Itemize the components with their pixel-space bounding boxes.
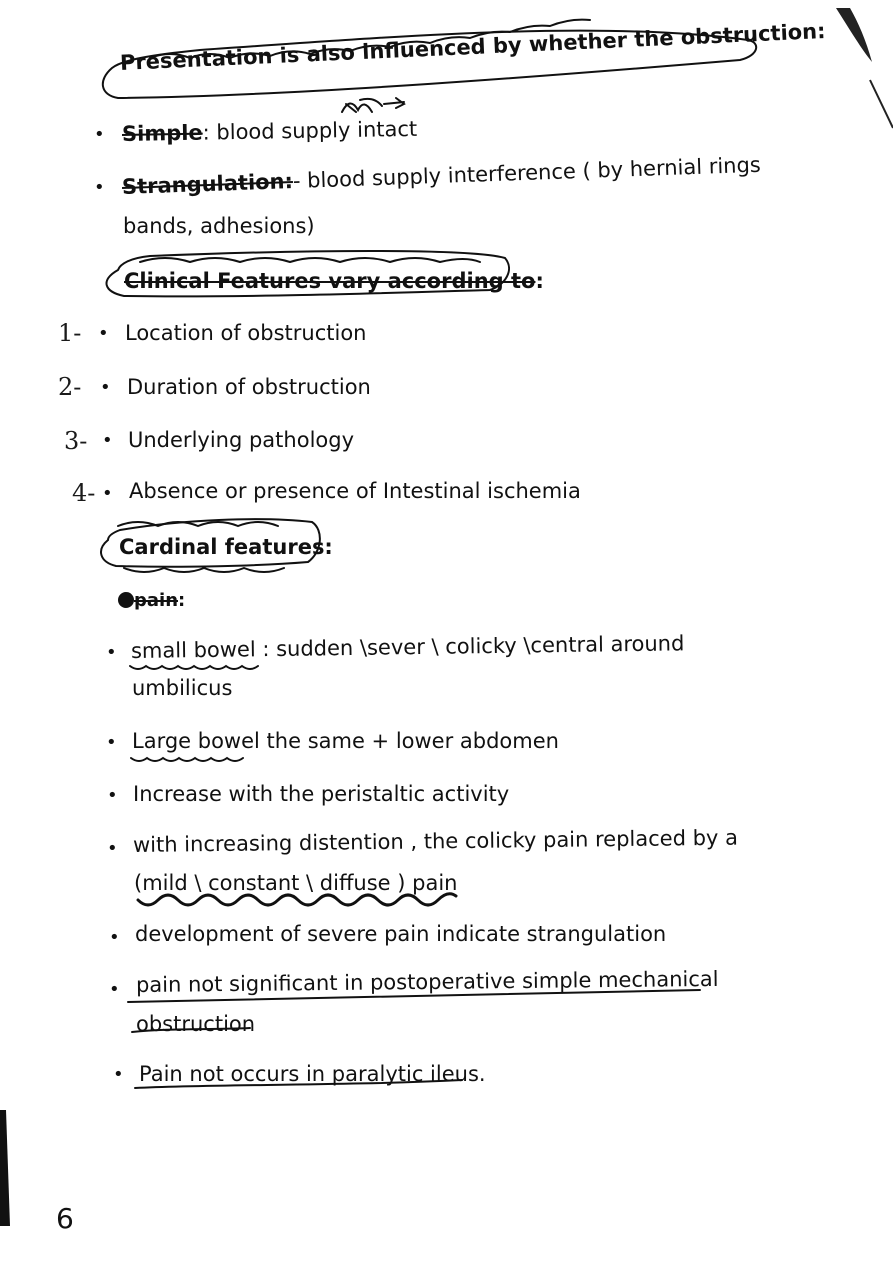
subheading-pain <box>118 588 185 614</box>
pain-small-bowel <box>131 630 685 664</box>
scan-edge-mark <box>0 1110 10 1226</box>
heading-cardinal-features: Cardinal features: <box>119 535 333 559</box>
pain-small-bowel-cont: umbilicus <box>132 676 233 700</box>
bullet-dot: • <box>100 377 111 398</box>
scan-edge-mark <box>836 8 872 62</box>
factor-text: Absence or presence of Intestinal ischemia <box>129 479 581 503</box>
bullet-dot: • <box>94 177 105 198</box>
heading-presentation <box>119 18 826 76</box>
subheading-pain-colon: : <box>178 590 186 611</box>
heading-clinical-features-colon: : <box>535 269 544 293</box>
factor-text: Duration of obstruction <box>127 375 371 399</box>
factor-number: 4- <box>72 479 96 507</box>
pain-postoperative: pain not significant in postoperative simple mechanical <box>135 966 719 997</box>
bullet-dot: • <box>102 430 113 451</box>
bullet-dot: • <box>106 642 117 663</box>
page-number: 6 <box>56 1202 74 1235</box>
factor-number: 1- <box>58 319 82 347</box>
wavy-underline <box>130 666 258 669</box>
bullet-dot: • <box>109 979 120 1000</box>
bullet-dot: • <box>107 785 118 806</box>
type-strangulation-desc: - blood supply interference ( by hernial rings <box>292 152 762 194</box>
term-large-bowel: Large bowel <box>132 729 260 753</box>
bullet-dot: • <box>98 323 109 344</box>
scribble-outline <box>140 258 480 262</box>
doodle-mark <box>342 98 404 112</box>
pain-large-bowel <box>132 728 559 754</box>
pain-severe: development of severe pain indicate strangulation <box>135 922 667 946</box>
factor-text: Underlying pathology <box>128 428 355 452</box>
factor-number: 2- <box>58 373 82 401</box>
pain-peristaltic: Increase with the peristaltic activity <box>133 782 510 806</box>
type-strangulation <box>122 152 762 200</box>
pain-small-bowel-desc: : sudden \sever \ colicky \central around <box>255 631 685 662</box>
heading-clinical-features-text: Clinical Features vary according to <box>124 269 536 293</box>
bullet-dot: • <box>107 838 118 859</box>
scan-edge-mark <box>870 80 893 128</box>
bullet-dot: • <box>94 124 105 145</box>
type-strangulation-cont: bands, adhesions) <box>123 214 315 238</box>
subheading-pain-word: pain <box>134 590 179 611</box>
bullet-dot: • <box>113 1064 124 1085</box>
bullet-dot: • <box>109 927 120 948</box>
type-simple-desc: : blood supply intact <box>202 116 418 145</box>
bullet-dot: • <box>102 483 113 504</box>
bullet-dot: • <box>106 732 117 753</box>
pain-distention-cont: (mild \ constant \ diffuse ) pain <box>134 871 458 895</box>
factor-number: 3- <box>64 427 88 455</box>
type-simple-term: Simple <box>121 120 203 146</box>
pain-paralytic: Pain not occurs in paralytic ileus. <box>139 1062 486 1086</box>
pain-distention: with increasing distention , the colicky pain replaced by a <box>132 825 739 857</box>
pain-large-bowel-desc: the same + lower abdomen <box>259 729 559 753</box>
factor-text: Location of obstruction <box>125 321 367 345</box>
term-small-bowel: small bowel <box>130 637 256 663</box>
pain-postoperative-cont: obstruction <box>136 1012 256 1036</box>
type-strangulation-term: Strangulation: <box>121 169 294 199</box>
wavy-underline <box>131 758 243 761</box>
heading-presentation-text: Presentation is also influenced by whether the obstruction: <box>119 18 826 75</box>
heading-clinical-features <box>124 268 544 294</box>
dot-icon <box>118 592 134 608</box>
type-simple <box>122 116 418 147</box>
